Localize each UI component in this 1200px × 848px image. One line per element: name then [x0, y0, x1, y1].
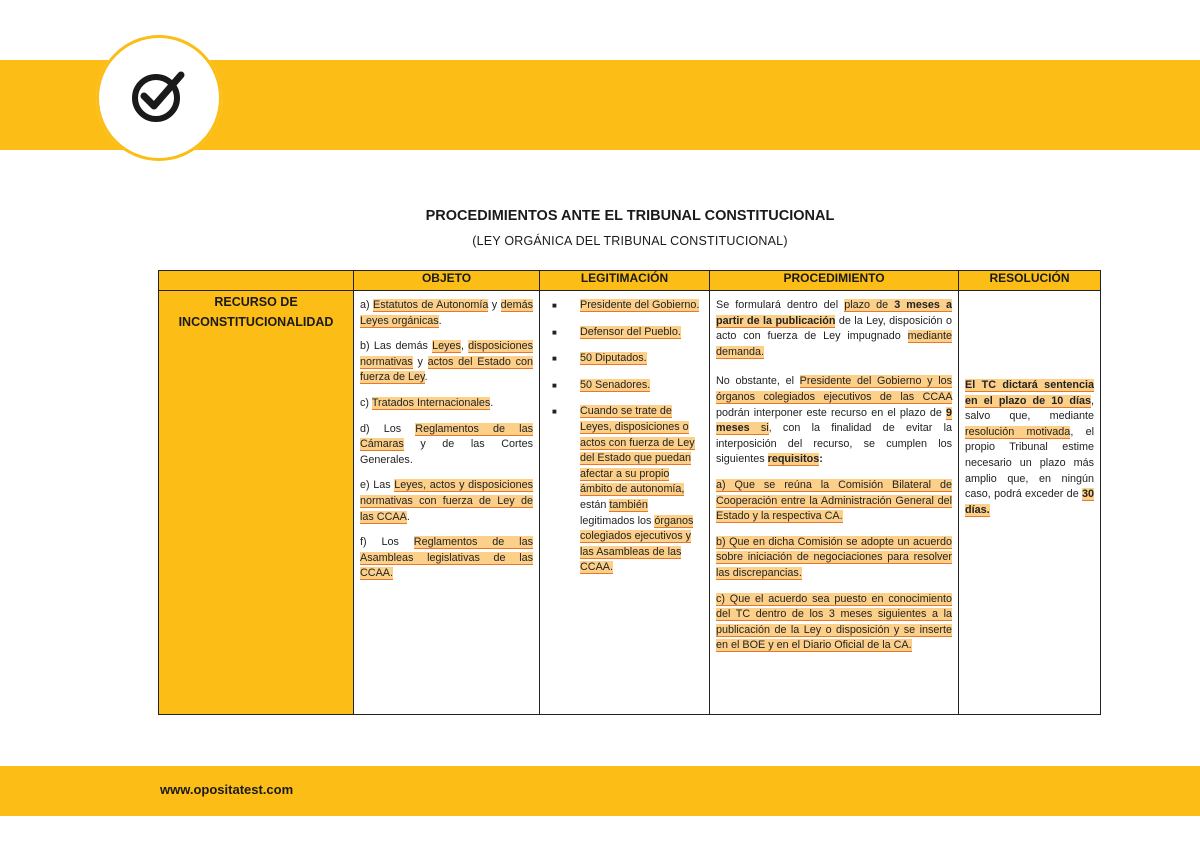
bullet-icon: ■	[552, 407, 557, 417]
objeto-item-d: d) Los Reglamentos de las Cámaras y de las Cortes Generales.	[360, 422, 533, 466]
objeto-item-c: c) Tratados Internacionales.	[360, 396, 494, 409]
row-title-line1: RECURSO DE	[214, 295, 298, 309]
objeto-item-a: a) Estatutos de Autonomía y demás Leyes orgánicas.	[360, 299, 533, 327]
bullet-icon: ■	[552, 354, 557, 364]
requisito-a: a) Que se reúna la Comisión Bilateral de Cooperación entre la Administración General del Estado y la respectiva CA.	[716, 478, 952, 523]
header-resolucion: RESOLUCIÓN	[959, 271, 1101, 291]
resolucion-cell	[959, 291, 1101, 715]
check-circle-icon	[129, 65, 189, 125]
procedimiento-paragraph-1: Se formulará dentro del plazo de 3 meses a partir de la publicación de la Ley, disposición o acto con fuerza de Ley impugnado mediante demanda.	[716, 299, 952, 358]
list-item: ■ Presidente del Gobierno.	[550, 298, 703, 314]
bullet-icon: ■	[552, 380, 557, 390]
table-row	[159, 291, 1101, 715]
list-item: ■ 50 Diputados.	[550, 351, 703, 367]
objeto-item-e: e) Las Leyes, actos y disposiciones normativas con fuerza de Ley de las CCAA.	[360, 479, 533, 523]
table-header-row	[159, 271, 1101, 291]
procedures-table	[158, 270, 1101, 715]
bullet-icon: ■	[552, 327, 557, 337]
objeto-item-f: f) Los Reglamentos de las Asambleas legislativas de las CCAA.	[360, 536, 533, 580]
page-subtitle: (LEY ORGÁNICA DEL TRIBUNAL CONSTITUCIONAL)	[472, 234, 788, 248]
header-blank-cell	[159, 271, 354, 291]
list-item: ■ Defensor del Pueblo.	[550, 325, 703, 341]
procedimiento-cell	[710, 291, 959, 715]
footer-website-link[interactable]: www.opositatest.com	[160, 782, 294, 797]
objeto-cell	[354, 291, 540, 715]
header-objeto: OBJETO	[354, 271, 540, 291]
objeto-item-b: b) Las demás Leyes, disposiciones normativas y actos del Estado con fuerza de Ley.	[360, 340, 533, 384]
brand-logo	[96, 35, 222, 161]
requisito-c: c) Que el acuerdo sea puesto en conocimiento del TC dentro de los 3 meses siguientes a la publicación de la Ley o disposición y se inserte en el BOE y en el Diario Oficial de la CA.	[716, 592, 952, 652]
list-item: ■ Cuando se trate de Leyes, disposiciones o actos con fuerza de Ley del Estado que puedan afectar a su propio ámbito de autonomía, están también legitimados los órganos colegiados ejecutivos y las Asambleas de las CCAA.	[552, 405, 695, 574]
list-item: ■ 50 Senadores.	[550, 378, 703, 394]
page-title: PROCEDIMIENTOS ANTE EL TRIBUNAL CONSTITUCIONAL	[425, 208, 835, 224]
legitimacion-cell	[540, 291, 710, 715]
bullet-icon: ■	[552, 301, 557, 310]
requisito-b: b) Que en dicha Comisión se adopte un acuerdo sobre iniciación de negociaciones para resolver las discrepancias.	[716, 535, 952, 579]
header-legitimacion: LEGITIMACIÓN	[540, 271, 710, 291]
procedimiento-paragraph-2: No obstante, el Presidente del Gobierno y los órganos colegiados ejecutivos de las CCAA podrán interponer este recurso en el plazo de 9 meses si, con la finalidad de evitar la interposición del recurso, se cumplen los siguientes requisitos:	[716, 375, 952, 466]
resolucion-text: El TC dictará sentencia en el plazo de 10 días, salvo que, mediante resolución motivada, el propio Tribunal estime necesario un plazo más amplio que, en ningún caso, podrá exceder de 30 días.	[965, 379, 1094, 516]
header-procedimiento: PROCEDIMIENTO	[710, 271, 959, 291]
row-title-line2: INCONSTITUCIONALIDAD	[178, 315, 334, 329]
row-title-cell	[159, 291, 354, 715]
legitimacion-list	[546, 298, 703, 576]
